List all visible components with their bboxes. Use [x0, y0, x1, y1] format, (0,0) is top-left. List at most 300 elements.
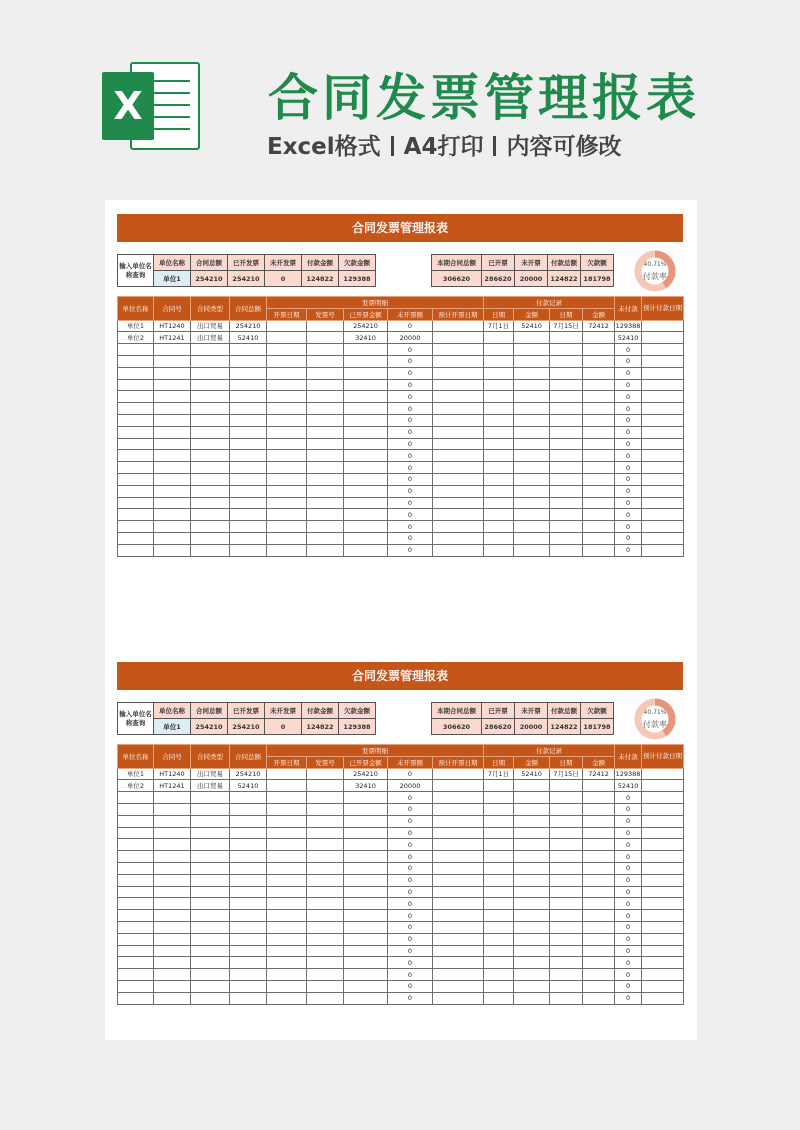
table-cell[interactable]: 0: [388, 521, 433, 533]
table-cell[interactable]: [191, 945, 230, 957]
table-cell[interactable]: [642, 379, 684, 391]
table-cell[interactable]: [154, 839, 191, 851]
table-cell[interactable]: [267, 992, 307, 1004]
table-cell[interactable]: [433, 320, 484, 332]
table-cell[interactable]: [514, 815, 550, 827]
table-cell[interactable]: [583, 910, 615, 922]
table-cell[interactable]: [154, 438, 191, 450]
table-cell[interactable]: [514, 450, 550, 462]
table-cell[interactable]: [484, 933, 514, 945]
table-cell[interactable]: [191, 355, 230, 367]
table-cell[interactable]: 0: [388, 426, 433, 438]
table-cell[interactable]: 0: [615, 391, 642, 403]
table-cell[interactable]: [118, 933, 154, 945]
table-cell[interactable]: [307, 485, 344, 497]
table-cell[interactable]: [550, 957, 583, 969]
table-cell[interactable]: [484, 544, 514, 556]
unit-select-cell[interactable]: 单位1: [154, 719, 191, 735]
table-cell[interactable]: [433, 957, 484, 969]
table-cell[interactable]: [344, 426, 388, 438]
table-cell[interactable]: [514, 992, 550, 1004]
table-cell[interactable]: 0: [388, 980, 433, 992]
table-cell[interactable]: [344, 497, 388, 509]
table-cell[interactable]: [514, 910, 550, 922]
table-cell[interactable]: [433, 497, 484, 509]
table-cell[interactable]: [118, 544, 154, 556]
table-cell[interactable]: [230, 992, 267, 1004]
table-cell[interactable]: [550, 803, 583, 815]
table-cell[interactable]: [583, 969, 615, 981]
table-cell[interactable]: 0: [615, 945, 642, 957]
table-cell[interactable]: [550, 355, 583, 367]
table-cell[interactable]: [230, 980, 267, 992]
table-cell[interactable]: [550, 980, 583, 992]
table-cell[interactable]: [583, 438, 615, 450]
table-cell[interactable]: 0: [615, 910, 642, 922]
table-cell[interactable]: [433, 403, 484, 415]
table-cell[interactable]: [154, 886, 191, 898]
table-cell[interactable]: [642, 980, 684, 992]
table-cell[interactable]: [118, 827, 154, 839]
table-cell[interactable]: [118, 886, 154, 898]
table-cell[interactable]: 0: [615, 403, 642, 415]
table-cell[interactable]: [550, 414, 583, 426]
table-cell[interactable]: [267, 414, 307, 426]
table-cell[interactable]: [118, 521, 154, 533]
table-cell[interactable]: [344, 403, 388, 415]
table-cell[interactable]: [550, 379, 583, 391]
table-cell[interactable]: [484, 898, 514, 910]
table-cell[interactable]: 0: [615, 450, 642, 462]
table-cell[interactable]: [433, 462, 484, 474]
table-cell[interactable]: [307, 509, 344, 521]
table-cell[interactable]: [118, 874, 154, 886]
table-cell[interactable]: [230, 355, 267, 367]
table-cell[interactable]: [484, 815, 514, 827]
table-cell[interactable]: [307, 768, 344, 780]
table-cell[interactable]: 0: [388, 403, 433, 415]
table-cell[interactable]: [642, 874, 684, 886]
table-cell[interactable]: [583, 933, 615, 945]
table-cell[interactable]: 72412: [583, 768, 615, 780]
table-cell[interactable]: [154, 910, 191, 922]
table-cell[interactable]: [550, 473, 583, 485]
table-cell[interactable]: [267, 367, 307, 379]
table-cell[interactable]: [191, 450, 230, 462]
table-cell[interactable]: 单位2: [118, 780, 154, 792]
table-cell[interactable]: 0: [388, 355, 433, 367]
table-cell[interactable]: [307, 450, 344, 462]
table-cell[interactable]: [344, 379, 388, 391]
table-cell[interactable]: [484, 497, 514, 509]
table-cell[interactable]: [642, 485, 684, 497]
table-cell[interactable]: [550, 874, 583, 886]
table-cell[interactable]: [154, 851, 191, 863]
table-cell[interactable]: [267, 403, 307, 415]
table-cell[interactable]: [484, 462, 514, 474]
table-cell[interactable]: 0: [615, 921, 642, 933]
table-cell[interactable]: [307, 945, 344, 957]
table-cell[interactable]: [307, 815, 344, 827]
table-cell[interactable]: [344, 367, 388, 379]
table-cell[interactable]: 0: [615, 992, 642, 1004]
table-cell[interactable]: [344, 957, 388, 969]
table-cell[interactable]: 254210: [344, 320, 388, 332]
table-cell[interactable]: [267, 980, 307, 992]
table-cell[interactable]: [230, 521, 267, 533]
table-cell[interactable]: [230, 898, 267, 910]
table-cell[interactable]: [230, 957, 267, 969]
table-cell[interactable]: [484, 332, 514, 344]
table-cell[interactable]: [344, 473, 388, 485]
table-cell[interactable]: [191, 509, 230, 521]
table-cell[interactable]: [550, 426, 583, 438]
table-cell[interactable]: HT1241: [154, 332, 191, 344]
table-cell[interactable]: [550, 403, 583, 415]
table-cell[interactable]: [514, 827, 550, 839]
table-cell[interactable]: [433, 450, 484, 462]
table-cell[interactable]: [642, 509, 684, 521]
table-cell[interactable]: 0: [615, 485, 642, 497]
table-cell[interactable]: [118, 485, 154, 497]
table-cell[interactable]: 52410: [615, 332, 642, 344]
table-cell[interactable]: [484, 839, 514, 851]
table-cell[interactable]: [642, 803, 684, 815]
table-cell[interactable]: [344, 933, 388, 945]
table-cell[interactable]: 0: [615, 473, 642, 485]
table-cell[interactable]: [642, 780, 684, 792]
table-cell[interactable]: [484, 827, 514, 839]
table-cell[interactable]: [344, 485, 388, 497]
table-cell[interactable]: [642, 344, 684, 356]
table-cell[interactable]: [267, 320, 307, 332]
table-cell[interactable]: [550, 344, 583, 356]
table-cell[interactable]: [307, 497, 344, 509]
table-cell[interactable]: [118, 969, 154, 981]
table-cell[interactable]: [191, 874, 230, 886]
table-cell[interactable]: [267, 544, 307, 556]
table-cell[interactable]: [514, 403, 550, 415]
table-cell[interactable]: [514, 355, 550, 367]
table-cell[interactable]: [230, 851, 267, 863]
table-cell[interactable]: [484, 379, 514, 391]
table-cell[interactable]: [154, 426, 191, 438]
table-cell[interactable]: [484, 851, 514, 863]
table-cell[interactable]: [484, 780, 514, 792]
table-cell[interactable]: [433, 379, 484, 391]
table-cell[interactable]: [583, 462, 615, 474]
table-cell[interactable]: [433, 874, 484, 886]
table-cell[interactable]: [267, 485, 307, 497]
table-cell[interactable]: [550, 332, 583, 344]
table-cell[interactable]: [154, 532, 191, 544]
table-cell[interactable]: [433, 933, 484, 945]
table-cell[interactable]: [267, 803, 307, 815]
table-cell[interactable]: [307, 355, 344, 367]
table-cell[interactable]: [642, 450, 684, 462]
table-cell[interactable]: [484, 509, 514, 521]
table-cell[interactable]: 0: [615, 414, 642, 426]
table-cell[interactable]: [550, 509, 583, 521]
table-cell[interactable]: 0: [615, 933, 642, 945]
table-cell[interactable]: [642, 438, 684, 450]
table-cell[interactable]: [267, 768, 307, 780]
table-cell[interactable]: [344, 992, 388, 1004]
table-cell[interactable]: [642, 473, 684, 485]
table-cell[interactable]: [118, 379, 154, 391]
table-cell[interactable]: [484, 521, 514, 533]
table-cell[interactable]: [583, 992, 615, 1004]
table-cell[interactable]: 单位2: [118, 332, 154, 344]
table-cell[interactable]: 0: [615, 839, 642, 851]
table-cell[interactable]: [514, 874, 550, 886]
table-cell[interactable]: [118, 851, 154, 863]
table-cell[interactable]: [307, 862, 344, 874]
table-cell[interactable]: 0: [388, 874, 433, 886]
table-cell[interactable]: [550, 862, 583, 874]
table-cell[interactable]: [307, 980, 344, 992]
table-cell[interactable]: [230, 497, 267, 509]
table-cell[interactable]: [514, 980, 550, 992]
table-cell[interactable]: [550, 780, 583, 792]
table-cell[interactable]: [550, 886, 583, 898]
table-cell[interactable]: [514, 497, 550, 509]
table-cell[interactable]: [484, 450, 514, 462]
table-cell[interactable]: 20000: [388, 780, 433, 792]
table-cell[interactable]: [307, 438, 344, 450]
table-cell[interactable]: [583, 521, 615, 533]
table-cell[interactable]: 出口贸易: [191, 332, 230, 344]
table-cell[interactable]: [642, 815, 684, 827]
table-cell[interactable]: [267, 933, 307, 945]
table-cell[interactable]: [230, 874, 267, 886]
table-cell[interactable]: [154, 403, 191, 415]
table-cell[interactable]: [307, 933, 344, 945]
table-cell[interactable]: [191, 803, 230, 815]
table-cell[interactable]: 0: [388, 473, 433, 485]
table-cell[interactable]: [267, 839, 307, 851]
table-cell[interactable]: [191, 462, 230, 474]
table-cell[interactable]: [307, 379, 344, 391]
table-cell[interactable]: 0: [388, 851, 433, 863]
table-cell[interactable]: [642, 403, 684, 415]
table-cell[interactable]: [484, 532, 514, 544]
table-cell[interactable]: [550, 910, 583, 922]
table-cell[interactable]: 0: [615, 497, 642, 509]
table-cell[interactable]: 0: [615, 344, 642, 356]
table-cell[interactable]: [230, 862, 267, 874]
table-cell[interactable]: [583, 815, 615, 827]
table-cell[interactable]: [118, 426, 154, 438]
table-cell[interactable]: [583, 874, 615, 886]
table-cell[interactable]: [267, 532, 307, 544]
table-cell[interactable]: [642, 945, 684, 957]
table-cell[interactable]: [118, 910, 154, 922]
table-cell[interactable]: [154, 462, 191, 474]
table-cell[interactable]: [514, 862, 550, 874]
table-cell[interactable]: [583, 803, 615, 815]
table-cell[interactable]: [230, 544, 267, 556]
table-cell[interactable]: [118, 532, 154, 544]
table-cell[interactable]: 0: [388, 815, 433, 827]
table-cell[interactable]: [433, 815, 484, 827]
table-cell[interactable]: 52410: [615, 780, 642, 792]
table-cell[interactable]: [514, 485, 550, 497]
table-cell[interactable]: [267, 497, 307, 509]
table-cell[interactable]: [154, 980, 191, 992]
table-cell[interactable]: [583, 426, 615, 438]
table-cell[interactable]: [583, 332, 615, 344]
table-cell[interactable]: 0: [388, 910, 433, 922]
table-cell[interactable]: 0: [388, 391, 433, 403]
table-cell[interactable]: [230, 532, 267, 544]
table-cell[interactable]: [154, 485, 191, 497]
table-cell[interactable]: [550, 485, 583, 497]
table-cell[interactable]: [230, 803, 267, 815]
table-cell[interactable]: [191, 344, 230, 356]
table-cell[interactable]: 出口贸易: [191, 320, 230, 332]
table-cell[interactable]: [267, 344, 307, 356]
table-cell[interactable]: [230, 839, 267, 851]
table-cell[interactable]: [484, 969, 514, 981]
table-cell[interactable]: [154, 874, 191, 886]
table-cell[interactable]: [433, 898, 484, 910]
table-cell[interactable]: 单位1: [118, 768, 154, 780]
table-cell[interactable]: [344, 792, 388, 804]
table-cell[interactable]: 7月15日: [550, 768, 583, 780]
table-cell[interactable]: [344, 898, 388, 910]
table-cell[interactable]: [583, 403, 615, 415]
table-cell[interactable]: [191, 969, 230, 981]
table-cell[interactable]: [118, 355, 154, 367]
table-cell[interactable]: [433, 792, 484, 804]
table-cell[interactable]: [344, 980, 388, 992]
table-cell[interactable]: [154, 450, 191, 462]
table-cell[interactable]: [118, 509, 154, 521]
table-cell[interactable]: [307, 910, 344, 922]
table-cell[interactable]: [642, 839, 684, 851]
table-cell[interactable]: [154, 992, 191, 1004]
table-cell[interactable]: 0: [388, 969, 433, 981]
table-cell[interactable]: [344, 355, 388, 367]
table-cell[interactable]: [583, 509, 615, 521]
table-cell[interactable]: 0: [388, 921, 433, 933]
table-cell[interactable]: [118, 945, 154, 957]
table-cell[interactable]: [583, 544, 615, 556]
table-cell[interactable]: [514, 957, 550, 969]
table-cell[interactable]: [484, 485, 514, 497]
table-cell[interactable]: 72412: [583, 320, 615, 332]
table-cell[interactable]: [267, 521, 307, 533]
table-cell[interactable]: [344, 874, 388, 886]
table-cell[interactable]: [154, 544, 191, 556]
table-cell[interactable]: [433, 414, 484, 426]
table-cell[interactable]: 0: [388, 933, 433, 945]
table-cell[interactable]: [550, 367, 583, 379]
table-cell[interactable]: [307, 827, 344, 839]
table-cell[interactable]: [583, 898, 615, 910]
table-cell[interactable]: [307, 969, 344, 981]
table-cell[interactable]: [433, 355, 484, 367]
table-cell[interactable]: [267, 851, 307, 863]
table-cell[interactable]: 0: [388, 827, 433, 839]
table-cell[interactable]: [191, 497, 230, 509]
table-cell[interactable]: [514, 438, 550, 450]
table-cell[interactable]: [642, 992, 684, 1004]
table-cell[interactable]: [514, 933, 550, 945]
table-cell[interactable]: [642, 898, 684, 910]
table-cell[interactable]: [433, 438, 484, 450]
table-cell[interactable]: [154, 367, 191, 379]
table-cell[interactable]: [484, 957, 514, 969]
table-cell[interactable]: [154, 921, 191, 933]
table-cell[interactable]: [550, 462, 583, 474]
table-cell[interactable]: [484, 910, 514, 922]
table-cell[interactable]: [583, 532, 615, 544]
table-cell[interactable]: [642, 957, 684, 969]
table-cell[interactable]: [118, 438, 154, 450]
table-cell[interactable]: 0: [615, 509, 642, 521]
table-cell[interactable]: [514, 544, 550, 556]
table-cell[interactable]: [433, 485, 484, 497]
table-cell[interactable]: [118, 839, 154, 851]
table-cell[interactable]: 254210: [230, 320, 267, 332]
table-cell[interactable]: [642, 426, 684, 438]
table-cell[interactable]: [344, 344, 388, 356]
table-cell[interactable]: [230, 438, 267, 450]
table-cell[interactable]: [514, 921, 550, 933]
table-cell[interactable]: 0: [615, 792, 642, 804]
table-cell[interactable]: [583, 414, 615, 426]
table-cell[interactable]: [550, 839, 583, 851]
table-cell[interactable]: [344, 544, 388, 556]
table-cell[interactable]: 0: [388, 450, 433, 462]
table-cell[interactable]: [118, 473, 154, 485]
table-cell[interactable]: [514, 532, 550, 544]
table-cell[interactable]: [307, 874, 344, 886]
table-cell[interactable]: [154, 792, 191, 804]
table-cell[interactable]: [550, 945, 583, 957]
table-cell[interactable]: 0: [615, 438, 642, 450]
table-cell[interactable]: [514, 473, 550, 485]
table-cell[interactable]: 0: [388, 803, 433, 815]
table-cell[interactable]: HT1240: [154, 768, 191, 780]
table-cell[interactable]: [550, 450, 583, 462]
table-cell[interactable]: [550, 815, 583, 827]
table-cell[interactable]: [154, 509, 191, 521]
table-cell[interactable]: [230, 450, 267, 462]
table-cell[interactable]: 0: [615, 827, 642, 839]
table-cell[interactable]: 0: [388, 792, 433, 804]
table-cell[interactable]: [154, 898, 191, 910]
table-cell[interactable]: [583, 827, 615, 839]
table-cell[interactable]: [514, 391, 550, 403]
table-cell[interactable]: [642, 462, 684, 474]
table-cell[interactable]: [230, 815, 267, 827]
table-cell[interactable]: [118, 992, 154, 1004]
table-cell[interactable]: [514, 780, 550, 792]
table-cell[interactable]: [642, 414, 684, 426]
table-cell[interactable]: 0: [615, 426, 642, 438]
table-cell[interactable]: 0: [388, 898, 433, 910]
table-cell[interactable]: [642, 827, 684, 839]
table-cell[interactable]: [307, 344, 344, 356]
table-cell[interactable]: [191, 851, 230, 863]
table-cell[interactable]: 0: [388, 320, 433, 332]
table-cell[interactable]: [230, 473, 267, 485]
table-cell[interactable]: [118, 803, 154, 815]
table-cell[interactable]: 0: [388, 768, 433, 780]
